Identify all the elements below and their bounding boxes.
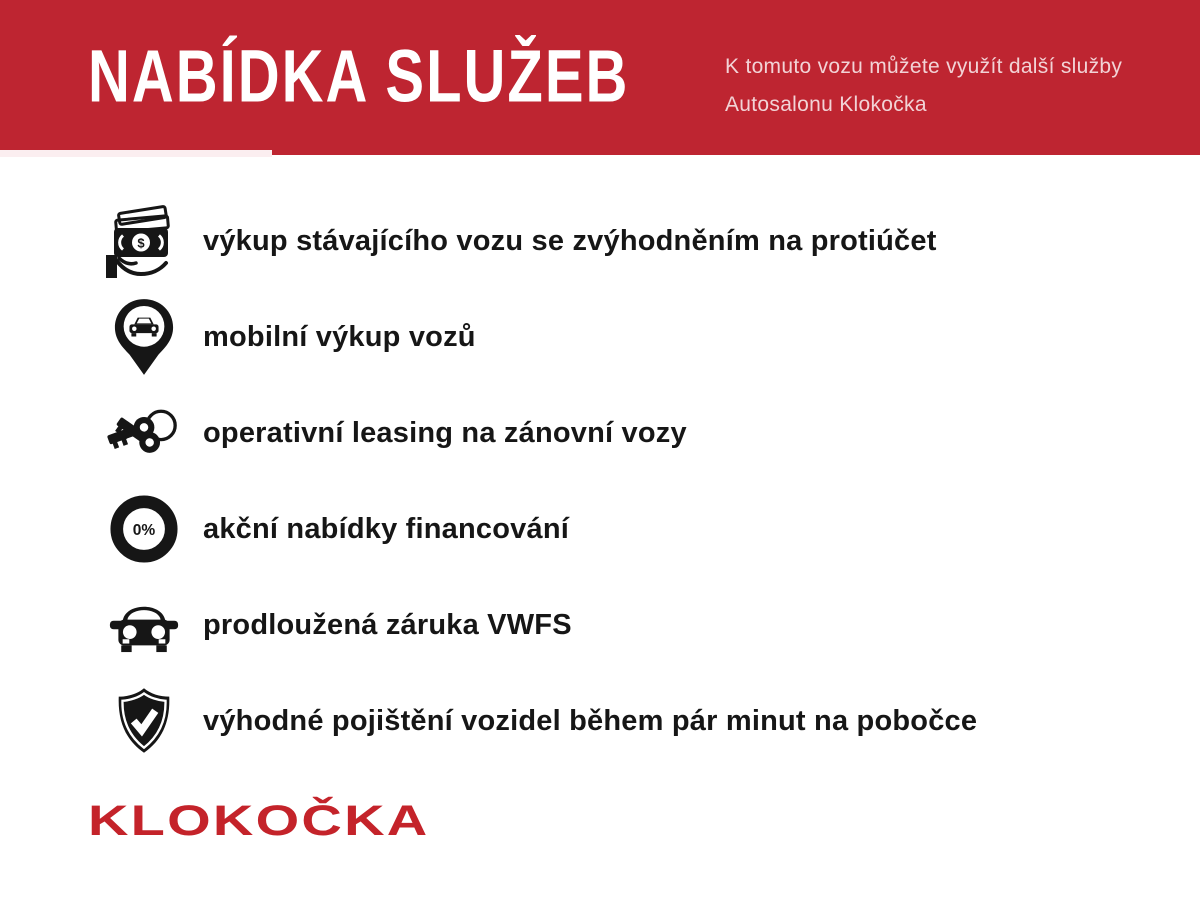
service-row-leasing [0, 385, 1200, 481]
service-row-warranty [0, 577, 1200, 673]
services-list [0, 193, 1200, 769]
service-row-mobile-buyback [0, 289, 1200, 385]
service-label-warranty: prodloužená záruka VWFS [203, 608, 572, 641]
service-label-insurance: výhodné pojištění vozidel během pár minut na pobočce [203, 704, 978, 737]
banner-subtitle [725, 48, 1155, 124]
service-row-insurance [0, 673, 1200, 769]
service-label-mobile-buyback: mobilní výkup vozů [203, 320, 476, 353]
zero-percent-icon [88, 494, 200, 564]
banner-subtitle-line2: Autosalonu Klokočka [725, 93, 927, 116]
service-label-buyback: výkup stávajícího vozu se zvýhodněním na protiúčet [203, 224, 937, 257]
svg-text:$: $ [137, 235, 145, 251]
service-label-leasing: operativní leasing na zánovní vozy [203, 416, 687, 449]
banner-subtitle-line1: K tomuto vozu můžete využít další služby [725, 55, 1123, 78]
service-label-financing: akční nabídky financování [203, 512, 569, 545]
service-row-buyback [0, 193, 1200, 289]
car-keys-icon [88, 399, 200, 467]
header-banner [0, 0, 1200, 150]
shield-check-icon [88, 686, 200, 756]
zero-percent-text: 0% [132, 521, 156, 539]
service-row-financing [0, 481, 1200, 577]
cash-in-hand-icon [88, 203, 200, 279]
klokocka-logo: KLOKOČKA [88, 796, 430, 845]
map-pin-car-icon [88, 297, 200, 377]
page-title: NABÍDKA SLUŽEB [88, 34, 630, 119]
car-front-icon [88, 596, 200, 655]
